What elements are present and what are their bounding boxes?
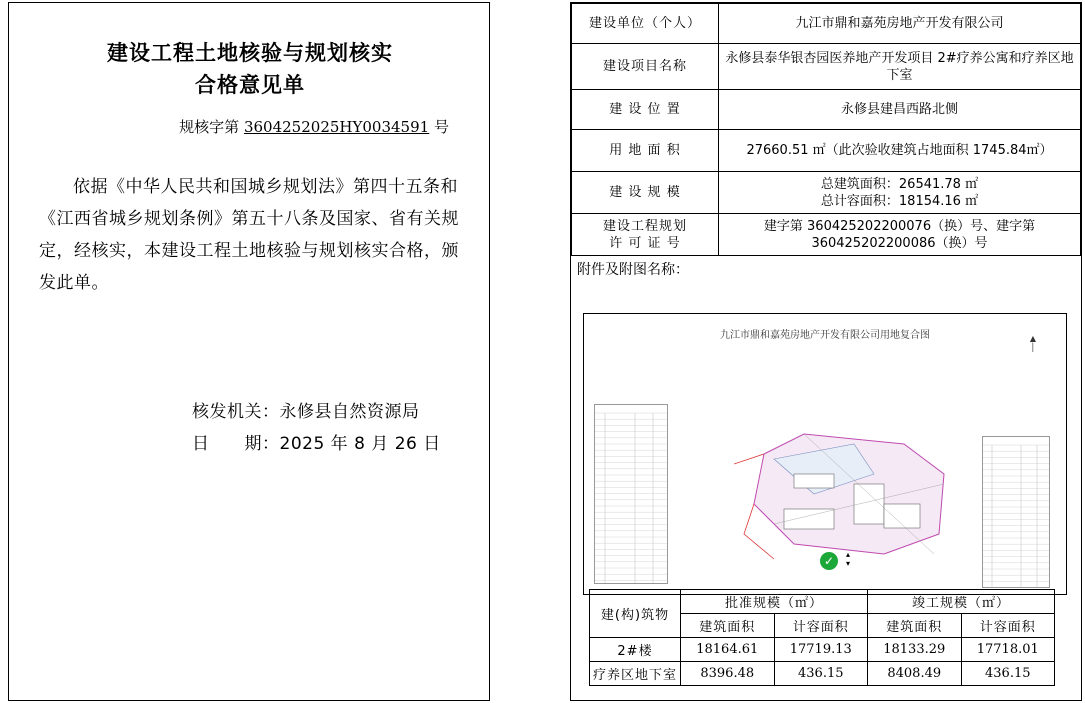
- approved-far-area: 436.15: [774, 662, 868, 686]
- table-row: [572, 214, 1081, 256]
- site-plan-drawing: [734, 414, 964, 564]
- row-value: 永修县建昌西路北侧: [719, 90, 1081, 130]
- approved-building-area: 8396.48: [681, 662, 775, 686]
- permit-label-line2: 许 可 证 号: [609, 235, 681, 251]
- table-row: [590, 638, 1055, 662]
- completed-building-area: 18133.29: [868, 638, 962, 662]
- details-page: [570, 2, 1082, 701]
- table-row: [572, 130, 1081, 172]
- building-name: 2#楼: [590, 638, 681, 662]
- issuer-line: 核发机关：永修县自然资源局: [192, 402, 420, 422]
- approved-scale-header: 批准规模（㎡）: [681, 590, 868, 614]
- row-label: 建 设 位 置: [572, 90, 719, 130]
- total-building-area: 总建筑面积：26541.78 ㎡: [820, 176, 979, 192]
- table-row: [572, 90, 1081, 130]
- row-label: 建设单位（个人）: [572, 4, 719, 44]
- row-value: 27660.51 ㎡（此次验收建筑占地面积 1745.84㎡）: [719, 130, 1081, 172]
- completed-building-area-header: 建筑面积: [868, 614, 962, 638]
- date-line: 日 期：2025 年 8 月 26 日: [192, 434, 441, 454]
- total-far-area: 总计容面积：18154.16 ㎡: [820, 193, 979, 209]
- page-title-line2: 合格意见单: [195, 73, 305, 97]
- building-name: 疗养区地下室: [590, 662, 681, 686]
- table-header-row: [590, 590, 1055, 614]
- approved-far-area: 17719.13: [774, 638, 868, 662]
- permit-label-line1: 建设工程规划: [602, 218, 687, 234]
- row-value: 永修县泰华银杏园医养地产开发项目 2#疗养公寓和疗养区地下室: [719, 44, 1081, 90]
- table-row: [590, 662, 1055, 686]
- row-value: 建字第 360425202200076（换）号、建字第 360425202200086（换）号: [719, 214, 1081, 256]
- project-info-table: [571, 3, 1081, 256]
- coordinate-table-left: [594, 404, 668, 584]
- building-header: 建(构)筑物: [590, 590, 681, 638]
- approved-far-area-header: 计容面积: [774, 614, 868, 638]
- coordinate-table-right: [982, 436, 1050, 588]
- row-value: [719, 172, 1081, 214]
- map-title: 九江市鼎和嘉苑房地产开发有限公司用地复合图: [720, 330, 930, 341]
- row-label: 建 设 规 模: [572, 172, 719, 214]
- completed-building-area: 8408.49: [868, 662, 962, 686]
- document-number-prefix: 规核字第: [179, 118, 240, 136]
- attachment-label: 附件及附图名称：: [577, 262, 689, 278]
- document-number-suffix: 号: [433, 118, 449, 136]
- table-row: [572, 172, 1081, 214]
- approved-building-area: 18164.61: [681, 638, 775, 662]
- page-title-line1: 建设工程土地核验与规划核实: [107, 41, 393, 65]
- north-arrow-icon: ▲ │: [1029, 334, 1036, 352]
- document-number: [179, 116, 449, 137]
- completed-far-area: 17718.01: [961, 638, 1055, 662]
- row-label: 建设项目名称: [572, 44, 719, 90]
- completed-far-area: 436.15: [961, 662, 1055, 686]
- table-row: [572, 44, 1081, 90]
- coordinate-grid: [595, 405, 667, 583]
- document-number-value: 3604252025HY0034591: [243, 118, 430, 136]
- body-text: 依据《中华人民共和国城乡规划法》第四十五条和《江西省城乡规划条例》第五十八条及国家、省有关规定，经核实，本建设工程土地核验与规划核实合格，颁发此单。: [39, 177, 459, 293]
- table-row: [572, 4, 1081, 44]
- opinion-page: [8, 2, 490, 701]
- row-label: [572, 214, 719, 256]
- approved-building-area-header: 建筑面积: [681, 614, 775, 638]
- area-comparison-table: [589, 589, 1055, 686]
- completed-far-area-header: 计容面积: [961, 614, 1055, 638]
- row-value: 九江市鼎和嘉苑房地产开发有限公司: [719, 4, 1081, 44]
- completed-scale-header: 竣工规模（㎡）: [868, 590, 1055, 614]
- site-map-image: [583, 313, 1067, 595]
- map-logo-icon: ✓: [820, 552, 838, 570]
- map-scroll-arrows-icon: ▴ ▾: [846, 550, 851, 568]
- coordinate-grid: [983, 437, 1049, 587]
- row-label: 用 地 面 积: [572, 130, 719, 172]
